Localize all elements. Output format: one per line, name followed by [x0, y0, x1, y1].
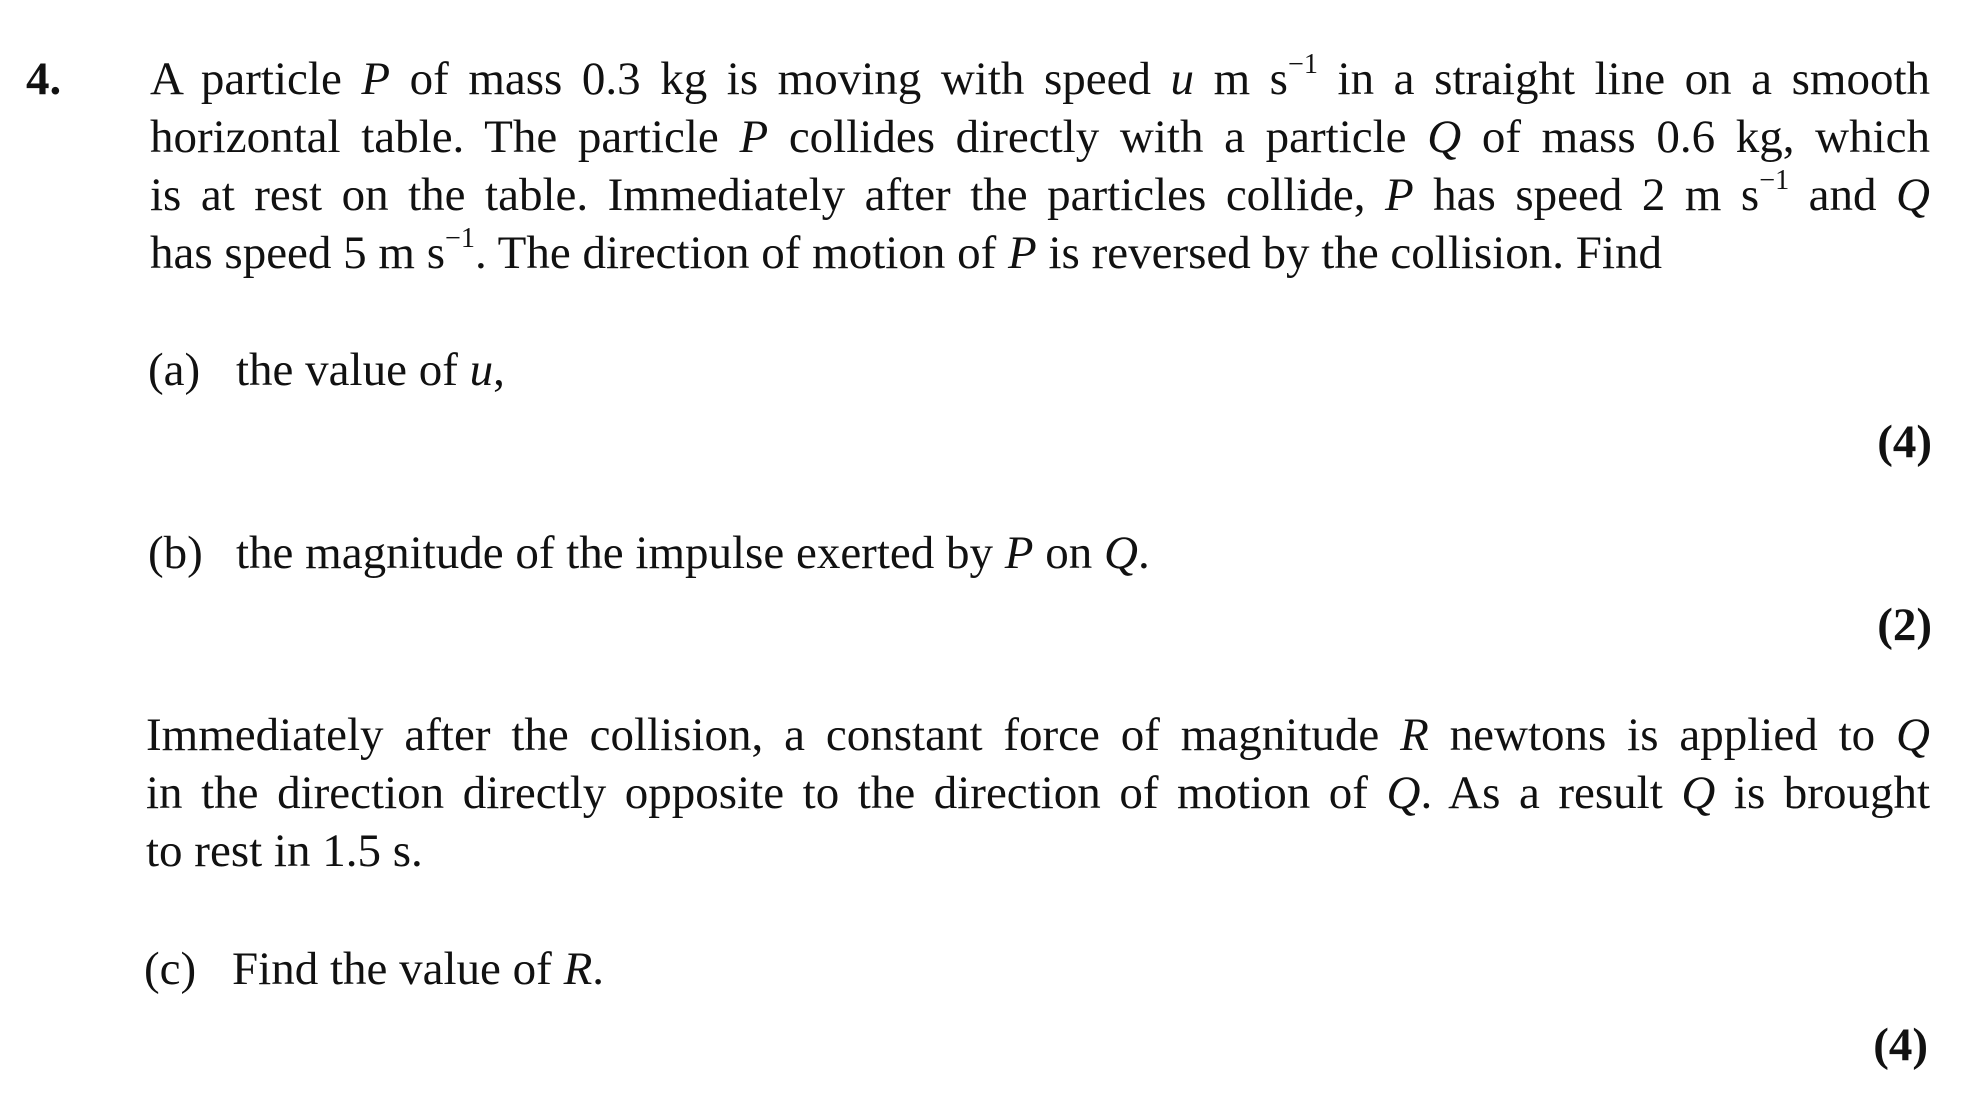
var-q: Q — [1386, 767, 1421, 819]
context-line-1: Immediately after the collision, a constant force of magnitude R newtons is applied to Q — [146, 709, 1930, 761]
part-a-marks: (4) — [1877, 416, 1932, 468]
part-c: (c) Find the value of R. — [144, 940, 604, 998]
var-q: Q — [1427, 111, 1462, 163]
intro-line-2: horizontal table. The particle P collides directly with a particle Q of mass 0.6 kg, which — [150, 111, 1931, 163]
var-u: u — [469, 344, 494, 396]
var-q: Q — [1681, 767, 1716, 819]
intro-line-1: A particle P of mass 0.3 kg is moving with speed u m $s^{-1}$ in a straight line on a smooth — [150, 48, 1931, 105]
var-p: P — [1008, 227, 1037, 279]
var-p: P — [739, 111, 769, 163]
var-p: P — [361, 53, 391, 105]
var-p: P — [1004, 527, 1034, 579]
part-a: (a) the value of u, — [148, 341, 505, 399]
exponent: −1 — [1287, 48, 1318, 80]
part-b: (b) the magnitude of the impulse exerted by P on Q. — [148, 524, 1150, 582]
context-line-2: in the direction directly opposite to the direction of motion of Q. As a result Q is brought — [146, 767, 1931, 819]
exponent: −1 — [445, 222, 476, 254]
var-u: u — [1170, 53, 1195, 105]
var-r: R — [1400, 709, 1429, 761]
intro-line-4: has speed 5 m $s^{-1}$. The direction of motion of P is reversed by the collision. Find — [150, 222, 1663, 279]
var-r: R — [563, 943, 593, 995]
question-number: 4. — [26, 53, 62, 105]
part-c-label: (c) — [144, 943, 197, 995]
part-b-label: (b) — [148, 527, 203, 579]
part-c-marks: (4) — [1873, 1019, 1928, 1071]
var-p: P — [1384, 169, 1414, 221]
var-q: Q — [1103, 527, 1138, 579]
part-b-marks: (2) — [1877, 599, 1932, 651]
var-q: Q — [1896, 169, 1930, 221]
context-line-3: to rest in 1.5 s. — [146, 825, 423, 877]
exponent: −1 — [1759, 164, 1790, 196]
var-q: Q — [1896, 709, 1930, 761]
intro-line-3: is at rest on the table. Immediately after the particles collide, P has speed 2 m $s^{-1}$ and Q — [150, 164, 1930, 221]
part-a-label: (a) — [148, 344, 201, 396]
